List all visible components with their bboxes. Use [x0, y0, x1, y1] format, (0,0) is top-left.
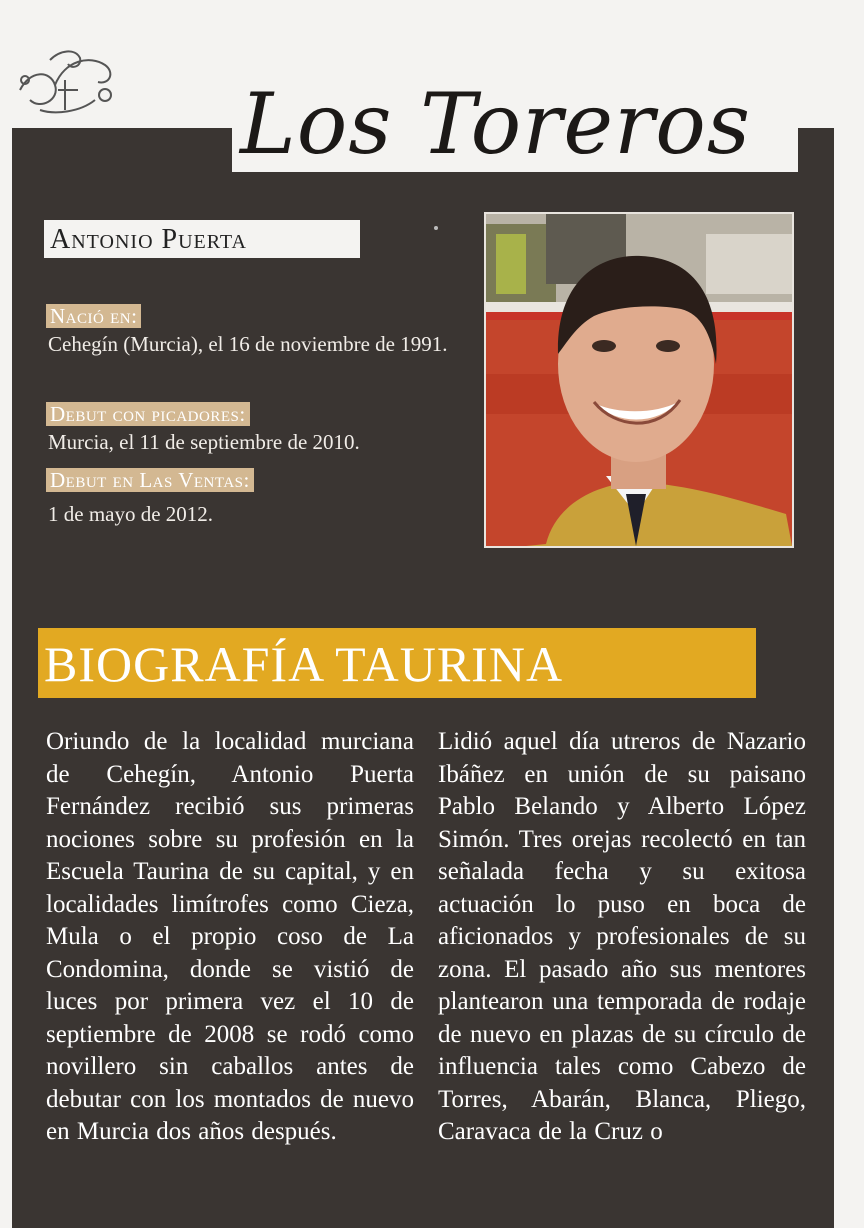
biography-column-left: Oriundo de la localidad murciana de Cehegín, Antonio Puerta Fernández recibió sus primeras nociones sobre su profesión en la Escuela Taurina de su capital, y en localidades limítrofes como Cieza, Mula o el propio coso de La Condomina, donde se vistió de luces por primera vez el 10 de septiembre de 2008 se rodó como novillero sin caballos antes de debutar con los montados de nuevo en Murcia dos años después.	[46, 728, 414, 1145]
page-title: Los Toreros	[240, 75, 751, 173]
label-born: Nació en:	[46, 304, 141, 328]
label-debut-picadores: Debut con picadores:	[46, 402, 250, 426]
torero-name: Antonio Puerta	[44, 220, 360, 258]
decorative-dot	[434, 226, 438, 230]
torero-portrait-photo	[484, 212, 794, 548]
biography-heading: BIOGRAFÍA TAURINA	[38, 628, 756, 698]
biography-column-right: Lidió aquel día utreros de Nazario Ibáñez en unión de su paisano Pablo Belando y Alberto López Simón. Tres orejas recolectó en tan señalada fecha y su exitosa actuación lo puso en boca de aficionados y profesionales de su zona. El pasado año sus mentores plantearon una temporada de rodaje de nuevo en plazas de su círculo de influencia tales como Cabezo de Torres, Abarán, Blanca, Pliego, Caravaca de la Cruz o	[438, 728, 806, 1145]
value-debut-las-ventas: 1 de mayo de 2012.	[48, 502, 214, 526]
value-debut-picadores: Murcia, el 11 de septiembre de 2010.	[48, 430, 360, 454]
decorative-flourish-icon	[10, 40, 120, 120]
label-debut-las-ventas: Debut en Las Ventas:	[46, 468, 254, 492]
value-born: Cehegín (Murcia), el 16 de noviembre de 1991.	[48, 332, 448, 356]
